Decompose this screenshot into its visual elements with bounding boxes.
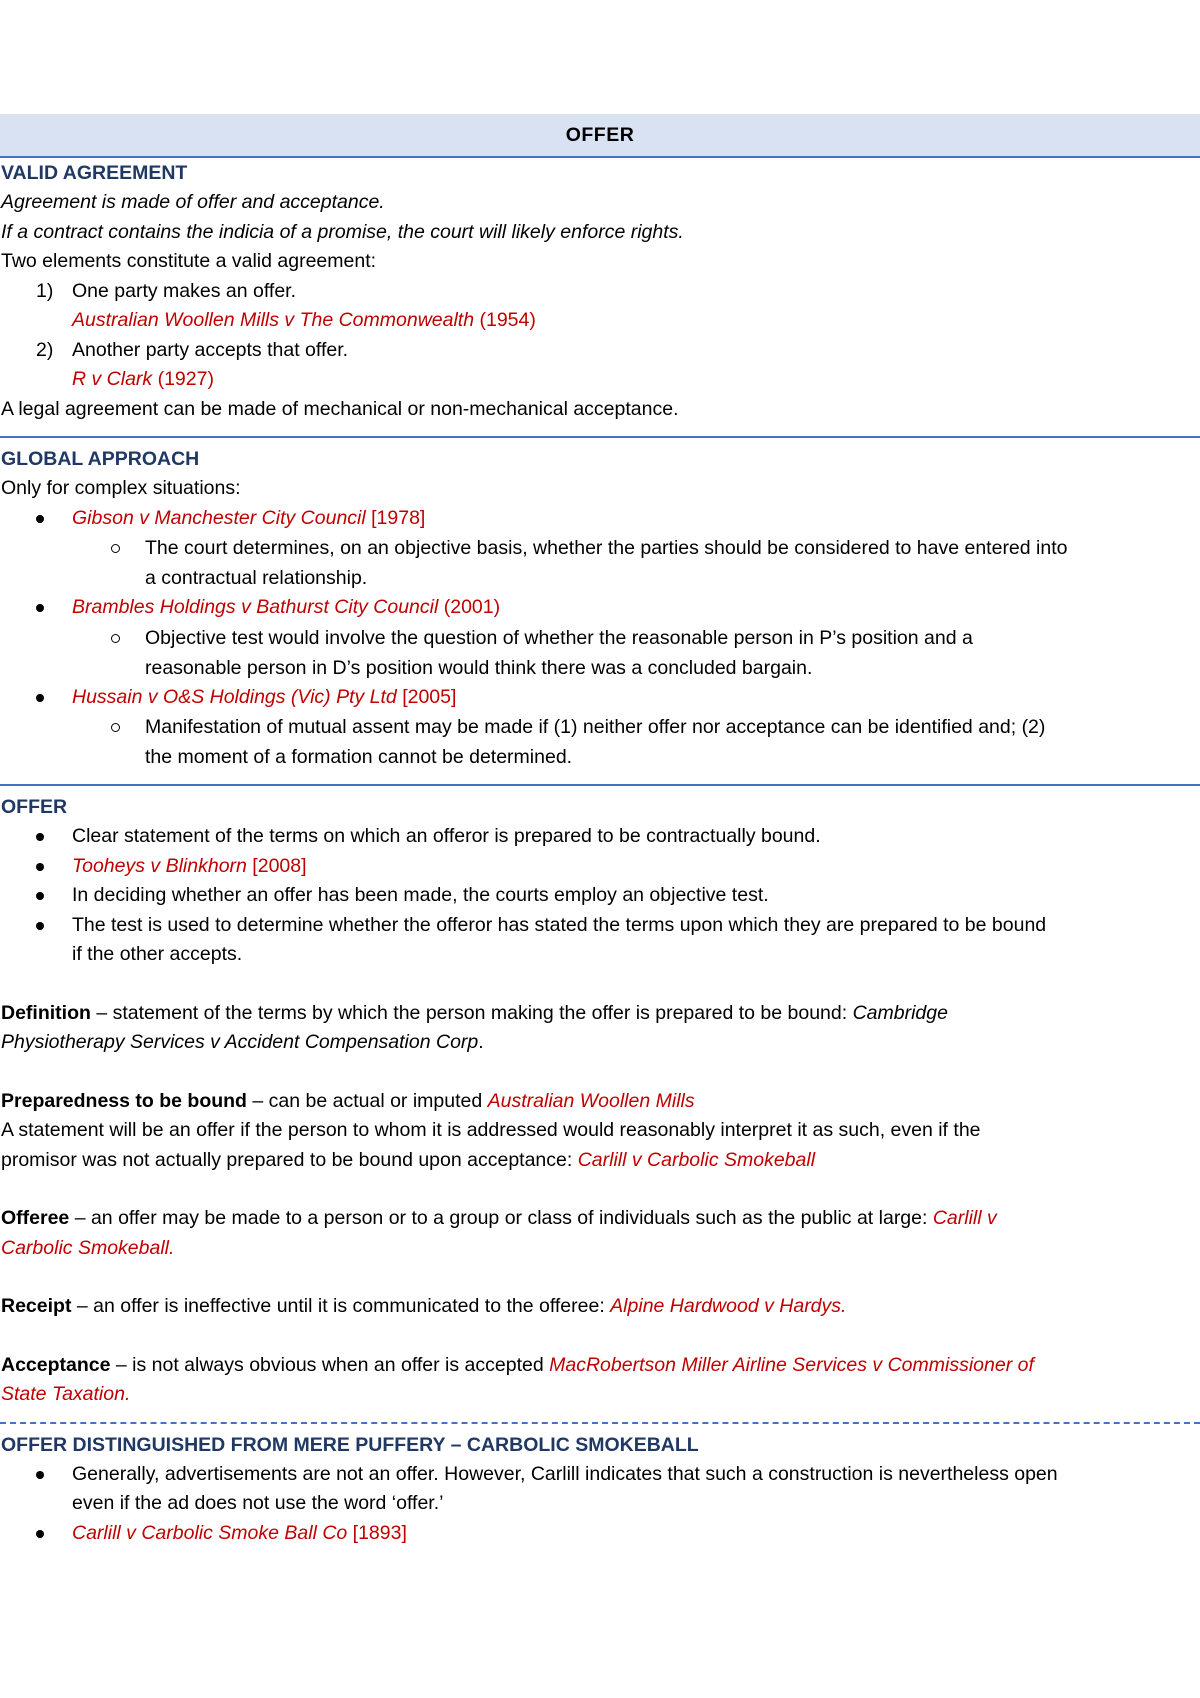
bullet-icon <box>36 833 44 841</box>
case-year: (2001) <box>438 596 501 618</box>
sub-bullet-item <box>0 712 1200 772</box>
case-name: Hussain v O&S Holdings (Vic) Pty Ltd <box>72 685 397 708</box>
document-page <box>0 114 1200 1548</box>
term-text: – an offer may be made to a person or to a group or class of individuals such as the public at large: <box>69 1207 933 1229</box>
sub-bullet-text: The court determines, on an objective basis, whether the parties should be considered to have entered into <box>145 537 1068 559</box>
section-offer <box>0 792 1200 1410</box>
case-year: (1954) <box>474 309 536 331</box>
paragraph-text: promisor was not actually prepared to be bound upon acceptance: <box>1 1148 578 1171</box>
item-number: 2) <box>36 338 54 361</box>
bullet-icon <box>36 863 44 871</box>
term-text: – statement of the terms by which the person making the offer is prepared to be bound: <box>90 1001 853 1024</box>
bullet-text: even if the ad does not use the word ‘offer.’ <box>72 1492 444 1514</box>
bullet-item <box>0 1460 1200 1519</box>
circle-bullet-icon <box>111 723 120 732</box>
receipt-paragraph <box>0 1292 1200 1322</box>
sub-bullet-text: Objective test would involve the question of whether the reasonable person in P’s position and a <box>145 626 973 649</box>
circle-bullet-icon <box>111 544 120 553</box>
sub-bullet-item <box>0 533 1200 593</box>
case-year: [2008] <box>246 854 307 877</box>
definition-paragraph <box>0 999 1200 1029</box>
section-heading: VALID AGREEMENT <box>1 162 188 184</box>
bullet-item <box>0 881 1200 911</box>
case-year: [1893] <box>347 1521 407 1544</box>
bullet-text: In deciding whether an offer has been made, the courts employ an objective test. <box>72 884 769 906</box>
case-name: Carlill v <box>932 1207 997 1229</box>
offeree-paragraph <box>0 1204 1200 1234</box>
numbered-item <box>0 277 1200 307</box>
case-citation <box>0 306 1200 336</box>
page-title: OFFER <box>0 114 1200 158</box>
bullet-item <box>0 504 1200 534</box>
bullet-text: Clear statement of the terms on which an offeror is prepared to be contractually bound. <box>72 825 821 847</box>
bullet-icon <box>36 604 44 612</box>
bullet-text: The test is used to determine whether the offeror has stated the terms upon which they are prepared to be bound <box>72 913 1047 936</box>
case-name: Brambles Holdings v Bathurst City Council <box>72 596 439 618</box>
case-name: MacRobertson Miller Airline Services v Commissioner of <box>549 1353 1034 1376</box>
sub-bullet-text: reasonable person in D’s position would think there was a concluded bargain. <box>145 656 813 679</box>
case-name: Carlill v Carbolic Smokeball <box>577 1148 816 1171</box>
sub-bullet-text: Manifestation of mutual assent may be made if (1) neither offer nor acceptance can be identified and; (2) <box>145 716 1046 738</box>
case-name: Carlill v Carbolic Smoke Ball Co <box>72 1521 348 1544</box>
section-divider <box>0 1422 1200 1424</box>
numbered-item <box>0 336 1200 366</box>
term-label: Preparedness to be bound <box>1 1089 247 1112</box>
acceptance-paragraph <box>0 1351 1200 1381</box>
paragraph: If a contract contains the indicia of a promise, the court will likely enforce rights. <box>1 220 684 243</box>
term-text: – is not always obvious when an offer is accepted <box>110 1353 550 1376</box>
bullet-text: Generally, advertisements are not an offer. However, Carlill indicates that such a construction is nevertheless open <box>72 1462 1058 1485</box>
case-name: R v Clark <box>72 368 153 390</box>
bullet-item <box>0 911 1200 970</box>
bullet-icon <box>36 892 44 900</box>
term-label: Acceptance <box>1 1353 111 1376</box>
case-name: Physiotherapy Services v Accident Compensation Corp <box>1 1031 479 1053</box>
case-year: (1927) <box>152 368 214 390</box>
bullet-icon <box>36 1471 44 1479</box>
preparedness-paragraph <box>0 1087 1200 1117</box>
term-text: – an offer is ineffective until it is communicated to the offeree: <box>71 1295 611 1317</box>
bullet-icon <box>36 1530 44 1538</box>
section-heading: OFFER <box>1 796 68 818</box>
case-name: Australian Woollen Mills <box>487 1089 695 1112</box>
section-puffery <box>0 1430 1200 1549</box>
term-label: Offeree <box>1 1207 70 1229</box>
section-global-approach <box>0 444 1200 772</box>
bullet-item <box>0 852 1200 882</box>
term-text: – can be actual or imputed <box>246 1089 488 1112</box>
case-name: Australian Woollen Mills v The Commonwealth <box>72 309 475 331</box>
bullet-icon <box>36 922 44 930</box>
section-heading: OFFER DISTINGUISHED FROM MERE PUFFERY – CARBOLIC SMOKEBALL <box>1 1433 699 1456</box>
punctuation: . <box>478 1031 484 1053</box>
case-name: Carbolic Smokeball. <box>1 1236 175 1259</box>
bullet-text: if the other accepts. <box>72 943 243 965</box>
definition-paragraph-cont <box>0 1028 1200 1058</box>
case-name: Cambridge <box>852 1001 948 1024</box>
section-divider <box>0 784 1200 786</box>
paragraph: Only for complex situations: <box>1 477 241 499</box>
paragraph: A legal agreement can be made of mechanical or non-mechanical acceptance. <box>1 397 679 420</box>
section-divider <box>0 436 1200 438</box>
paragraph: A statement will be an offer if the person to whom it is addressed would reasonably interpret it as such, even if the <box>1 1119 981 1141</box>
sub-bullet-item <box>0 623 1200 683</box>
bullet-item <box>0 683 1200 713</box>
section-heading: GLOBAL APPROACH <box>1 448 200 470</box>
item-text: One party makes an offer. <box>72 279 297 302</box>
term-label: Definition <box>1 1001 91 1024</box>
case-name: Tooheys v Blinkhorn <box>72 854 247 877</box>
term-label: Receipt <box>1 1295 72 1317</box>
case-name: Gibson v Manchester City Council <box>72 506 366 529</box>
paragraph <box>0 1146 1200 1176</box>
paragraph: Two elements constitute a valid agreement: <box>1 250 377 272</box>
item-text: Another party accepts that offer. <box>72 338 349 361</box>
bullet-item <box>0 1519 1200 1549</box>
sub-bullet-text: a contractual relationship. <box>145 567 368 589</box>
case-year: [2005] <box>396 685 457 708</box>
case-name: State Taxation. <box>1 1383 131 1405</box>
bullet-item <box>0 822 1200 852</box>
bullet-item <box>0 593 1200 623</box>
bullet-icon <box>36 694 44 702</box>
case-citation <box>0 365 1200 395</box>
bullet-icon <box>36 515 44 523</box>
sub-bullet-text: the moment of a formation cannot be determined. <box>145 746 573 768</box>
case-year: [1978] <box>365 506 426 529</box>
case-name: Alpine Hardwood v Hardys. <box>610 1295 847 1317</box>
circle-bullet-icon <box>111 634 120 643</box>
item-number: 1) <box>36 279 54 302</box>
section-valid-agreement <box>0 158 1200 424</box>
paragraph: Agreement is made of offer and acceptance. <box>1 191 385 213</box>
